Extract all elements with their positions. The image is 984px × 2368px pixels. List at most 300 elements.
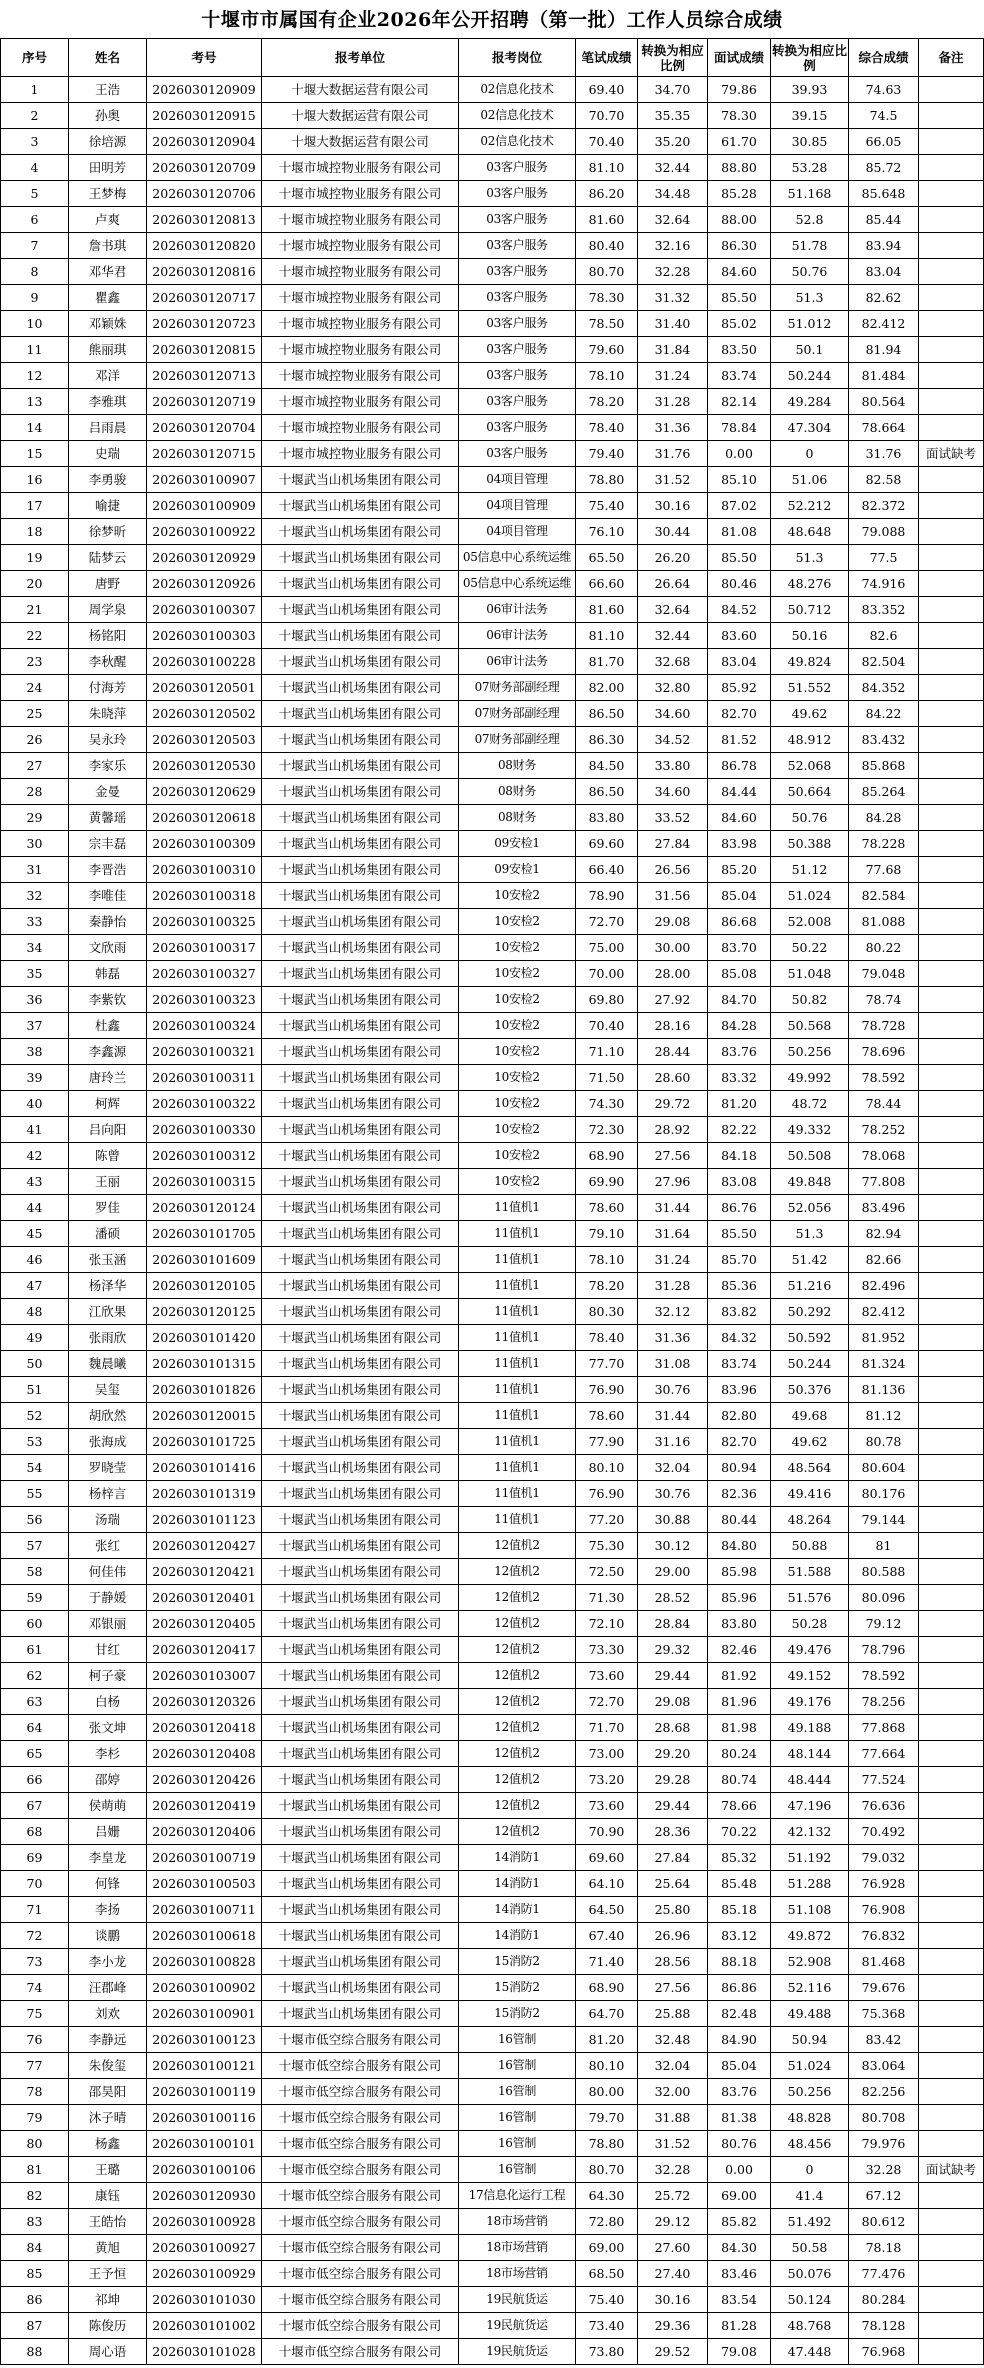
cell-exam-id: 2026030120406 — [147, 1819, 262, 1845]
cell-interview-score: 85.02 — [708, 311, 771, 337]
cell-total-score: 80.708 — [849, 2105, 919, 2131]
cell-unit: 十堰武当山机场集团有限公司 — [262, 1611, 459, 1637]
table-row — [1, 1585, 984, 1611]
cell-interview-score: 85.82 — [708, 2209, 771, 2235]
cell-interview-converted: 52.8 — [771, 207, 849, 233]
table-row — [1, 1325, 984, 1351]
cell-interview-score: 84.30 — [708, 2235, 771, 2261]
cell-unit: 十堰市低空综合服务有限公司 — [262, 2183, 459, 2209]
cell-written-converted: 28.16 — [638, 1013, 708, 1039]
cell-unit: 十堰市城控物业服务有限公司 — [262, 207, 459, 233]
cell-index: 82 — [1, 2183, 69, 2209]
cell-name: 唐玲兰 — [69, 1065, 147, 1091]
cell-interview-converted: 50.664 — [771, 779, 849, 805]
table-row — [1, 1169, 984, 1195]
table-body — [1, 77, 984, 2365]
cell-name: 何佳伟 — [69, 1559, 147, 1585]
cell-name: 白杨 — [69, 1689, 147, 1715]
cell-index: 29 — [1, 805, 69, 831]
table-row — [1, 545, 984, 571]
cell-name: 吴玺 — [69, 1377, 147, 1403]
cell-total-score: 84.22 — [849, 701, 919, 727]
cell-index: 6 — [1, 207, 69, 233]
cell-position: 11值机1 — [459, 1195, 576, 1221]
cell-index: 43 — [1, 1169, 69, 1195]
cell-written-converted: 31.28 — [638, 1273, 708, 1299]
cell-position: 10安检2 — [459, 909, 576, 935]
cell-name: 喻捷 — [69, 493, 147, 519]
cell-written-score: 86.50 — [576, 779, 638, 805]
cell-interview-score: 85.08 — [708, 961, 771, 987]
cell-position: 12值机2 — [459, 1689, 576, 1715]
cell-name: 柯辉 — [69, 1091, 147, 1117]
cell-position: 12值机2 — [459, 1585, 576, 1611]
cell-unit: 十堰武当山机场集团有限公司 — [262, 961, 459, 987]
cell-index: 32 — [1, 883, 69, 909]
cell-total-score: 81.94 — [849, 337, 919, 363]
cell-remarks — [919, 363, 984, 389]
table-row — [1, 1403, 984, 1429]
cell-written-converted: 32.00 — [638, 2079, 708, 2105]
cell-unit: 十堰武当山机场集团有限公司 — [262, 857, 459, 883]
cell-written-score: 68.90 — [576, 1143, 638, 1169]
cell-interview-converted: 50.16 — [771, 623, 849, 649]
cell-written-score: 71.10 — [576, 1039, 638, 1065]
cell-interview-score: 83.12 — [708, 1923, 771, 1949]
cell-name: 魏晨曦 — [69, 1351, 147, 1377]
cell-index: 1 — [1, 77, 69, 103]
cell-name: 祁坤 — [69, 2287, 147, 2313]
cell-written-converted: 32.48 — [638, 2027, 708, 2053]
cell-name: 李勇骏 — [69, 467, 147, 493]
cell-interview-converted: 50.256 — [771, 2079, 849, 2105]
cell-exam-id: 2026030100618 — [147, 1923, 262, 1949]
cell-name: 金曼 — [69, 779, 147, 805]
cell-index: 83 — [1, 2209, 69, 2235]
cell-exam-id: 2026030100909 — [147, 493, 262, 519]
cell-remarks — [919, 129, 984, 155]
cell-position: 03客户服务 — [459, 155, 576, 181]
cell-interview-converted: 42.132 — [771, 1819, 849, 1845]
cell-written-score: 78.30 — [576, 285, 638, 311]
cell-interview-converted: 49.992 — [771, 1065, 849, 1091]
cell-written-score: 76.90 — [576, 1481, 638, 1507]
cell-name: 何锋 — [69, 1871, 147, 1897]
cell-position: 08财务 — [459, 779, 576, 805]
cell-interview-converted: 51.06 — [771, 467, 849, 493]
cell-written-converted: 28.44 — [638, 1039, 708, 1065]
cell-written-score: 73.20 — [576, 1767, 638, 1793]
cell-name: 邓洋 — [69, 363, 147, 389]
cell-total-score: 75.368 — [849, 2001, 919, 2027]
cell-position: 12值机2 — [459, 1741, 576, 1767]
cell-written-converted: 30.76 — [638, 1481, 708, 1507]
cell-written-converted: 26.96 — [638, 1923, 708, 1949]
cell-exam-id: 2026030120408 — [147, 1741, 262, 1767]
cell-interview-converted: 48.768 — [771, 2313, 849, 2339]
cell-written-score: 68.90 — [576, 1975, 638, 2001]
header-exam-id: 考号 — [147, 39, 262, 77]
table-row — [1, 2235, 984, 2261]
cell-total-score: 78.256 — [849, 1689, 919, 1715]
cell-exam-id: 2026030100307 — [147, 597, 262, 623]
cell-interview-score: 85.28 — [708, 181, 771, 207]
cell-remarks — [919, 2079, 984, 2105]
cell-exam-id: 2026030120816 — [147, 259, 262, 285]
cell-unit: 十堰武当山机场集团有限公司 — [262, 1299, 459, 1325]
cell-written-score: 78.50 — [576, 311, 638, 337]
cell-written-converted: 32.04 — [638, 1455, 708, 1481]
cell-interview-score: 84.52 — [708, 597, 771, 623]
page-title: 十堰市市属国有企业2026年公开招聘（第一批）工作人员综合成绩 — [201, 9, 783, 31]
table-row — [1, 1845, 984, 1871]
cell-remarks — [919, 311, 984, 337]
cell-exam-id: 2026030100907 — [147, 467, 262, 493]
cell-name: 李紫钦 — [69, 987, 147, 1013]
cell-position: 07财务部副经理 — [459, 701, 576, 727]
cell-name: 唐野 — [69, 571, 147, 597]
cell-interview-converted: 39.93 — [771, 77, 849, 103]
cell-interview-score: 86.30 — [708, 233, 771, 259]
table-row — [1, 2183, 984, 2209]
table-row — [1, 1039, 984, 1065]
cell-interview-score: 85.36 — [708, 1273, 771, 1299]
cell-remarks — [919, 285, 984, 311]
cell-total-score: 77.524 — [849, 1767, 919, 1793]
cell-exam-id: 2026030120427 — [147, 1533, 262, 1559]
cell-total-score: 31.76 — [849, 441, 919, 467]
cell-written-converted: 35.35 — [638, 103, 708, 129]
table-row — [1, 1975, 984, 2001]
cell-unit: 十堰市城控物业服务有限公司 — [262, 441, 459, 467]
cell-name: 侯萌萌 — [69, 1793, 147, 1819]
cell-written-score: 69.80 — [576, 987, 638, 1013]
cell-position: 15消防2 — [459, 2001, 576, 2027]
cell-written-score: 81.70 — [576, 649, 638, 675]
table-row — [1, 2339, 984, 2365]
cell-written-converted: 28.68 — [638, 1715, 708, 1741]
cell-index: 42 — [1, 1143, 69, 1169]
cell-written-score: 73.60 — [576, 1663, 638, 1689]
cell-exam-id: 2026030120105 — [147, 1273, 262, 1299]
header-unit: 报考单位 — [262, 39, 459, 77]
cell-interview-score: 82.46 — [708, 1637, 771, 1663]
cell-written-score: 72.10 — [576, 1611, 638, 1637]
cell-name: 田明芳 — [69, 155, 147, 181]
cell-interview-score: 85.50 — [708, 285, 771, 311]
cell-name: 汤瑞 — [69, 1507, 147, 1533]
cell-exam-id: 2026030120401 — [147, 1585, 262, 1611]
cell-written-score: 71.70 — [576, 1715, 638, 1741]
cell-written-score: 79.60 — [576, 337, 638, 363]
cell-interview-converted: 50.076 — [771, 2261, 849, 2287]
cell-position: 11值机1 — [459, 1507, 576, 1533]
cell-index: 4 — [1, 155, 69, 181]
cell-remarks — [919, 753, 984, 779]
cell-name: 胡欣然 — [69, 1403, 147, 1429]
table-row — [1, 1377, 984, 1403]
cell-unit: 十堰武当山机场集团有限公司 — [262, 1351, 459, 1377]
cell-name: 陈俊历 — [69, 2313, 147, 2339]
cell-unit: 十堰武当山机场集团有限公司 — [262, 1845, 459, 1871]
cell-unit: 十堰武当山机场集团有限公司 — [262, 1923, 459, 1949]
cell-written-score: 86.50 — [576, 701, 638, 727]
cell-exam-id: 2026030120904 — [147, 129, 262, 155]
cell-index: 22 — [1, 623, 69, 649]
cell-interview-converted: 51.024 — [771, 883, 849, 909]
cell-remarks — [919, 233, 984, 259]
table-row — [1, 2053, 984, 2079]
cell-total-score: 82.66 — [849, 1247, 919, 1273]
cell-interview-converted: 51.288 — [771, 1871, 849, 1897]
cell-index: 51 — [1, 1377, 69, 1403]
cell-written-score: 78.40 — [576, 415, 638, 441]
cell-position: 14消防1 — [459, 1845, 576, 1871]
cell-position: 02信息化技术 — [459, 77, 576, 103]
table-row — [1, 363, 984, 389]
table-row — [1, 207, 984, 233]
cell-total-score: 79.676 — [849, 1975, 919, 2001]
table-row — [1, 1923, 984, 1949]
cell-interview-score: 85.04 — [708, 883, 771, 909]
cell-unit: 十堰市城控物业服务有限公司 — [262, 285, 459, 311]
cell-position: 12值机2 — [459, 1559, 576, 1585]
cell-written-score: 73.00 — [576, 1741, 638, 1767]
cell-interview-score: 82.80 — [708, 1403, 771, 1429]
cell-interview-score: 88.00 — [708, 207, 771, 233]
cell-exam-id: 2026030101030 — [147, 2287, 262, 2313]
cell-remarks — [919, 1923, 984, 1949]
cell-position: 09安检1 — [459, 857, 576, 883]
cell-exam-id: 2026030120125 — [147, 1299, 262, 1325]
cell-remarks — [919, 1091, 984, 1117]
table-row — [1, 389, 984, 415]
cell-total-score: 79.12 — [849, 1611, 919, 1637]
cell-index: 73 — [1, 1949, 69, 1975]
cell-name: 陈曾 — [69, 1143, 147, 1169]
cell-position: 12值机2 — [459, 1611, 576, 1637]
cell-unit: 十堰武当山机场集团有限公司 — [262, 1455, 459, 1481]
cell-position: 10安检2 — [459, 1065, 576, 1091]
table-row — [1, 259, 984, 285]
cell-index: 21 — [1, 597, 69, 623]
cell-written-score: 77.90 — [576, 1429, 638, 1455]
cell-interview-score: 88.18 — [708, 1949, 771, 1975]
cell-interview-converted: 47.196 — [771, 1793, 849, 1819]
header-interview-converted: 转换为相应比例 — [771, 39, 849, 77]
cell-written-converted: 32.04 — [638, 2053, 708, 2079]
cell-written-converted: 28.36 — [638, 1819, 708, 1845]
cell-total-score: 77.808 — [849, 1169, 919, 1195]
cell-total-score: 81.088 — [849, 909, 919, 935]
cell-interview-converted: 50.1 — [771, 337, 849, 363]
cell-position: 03客户服务 — [459, 233, 576, 259]
table-row — [1, 1481, 984, 1507]
cell-name: 杨铭阳 — [69, 623, 147, 649]
cell-position: 16管制 — [459, 2027, 576, 2053]
cell-interview-converted: 50.712 — [771, 597, 849, 623]
cell-interview-converted: 50.28 — [771, 1611, 849, 1637]
cell-written-score: 78.90 — [576, 883, 638, 909]
cell-index: 48 — [1, 1299, 69, 1325]
cell-total-score: 81.12 — [849, 1403, 919, 1429]
cell-index: 18 — [1, 519, 69, 545]
cell-exam-id: 2026030100315 — [147, 1169, 262, 1195]
cell-written-converted: 29.08 — [638, 1689, 708, 1715]
cell-remarks — [919, 805, 984, 831]
cell-index: 16 — [1, 467, 69, 493]
cell-written-converted: 29.36 — [638, 2313, 708, 2339]
cell-exam-id: 2026030101725 — [147, 1429, 262, 1455]
cell-written-score: 71.30 — [576, 1585, 638, 1611]
table-row — [1, 1117, 984, 1143]
cell-written-score: 76.10 — [576, 519, 638, 545]
cell-written-converted: 28.52 — [638, 1585, 708, 1611]
cell-interview-score: 69.00 — [708, 2183, 771, 2209]
cell-interview-score: 83.76 — [708, 2079, 771, 2105]
cell-interview-score: 78.84 — [708, 415, 771, 441]
cell-exam-id: 2026030100901 — [147, 2001, 262, 2027]
cell-position: 11值机1 — [459, 1299, 576, 1325]
table-row — [1, 1767, 984, 1793]
cell-interview-converted: 50.568 — [771, 1013, 849, 1039]
cell-remarks — [919, 779, 984, 805]
cell-interview-converted: 52.908 — [771, 1949, 849, 1975]
table-row — [1, 2157, 984, 2183]
cell-position: 18市场营销 — [459, 2235, 576, 2261]
cell-unit: 十堰武当山机场集团有限公司 — [262, 779, 459, 805]
cell-position: 10安检2 — [459, 1013, 576, 1039]
cell-position: 16管制 — [459, 2131, 576, 2157]
cell-written-converted: 34.48 — [638, 181, 708, 207]
cell-written-score: 80.10 — [576, 1455, 638, 1481]
cell-exam-id: 2026030120417 — [147, 1637, 262, 1663]
cell-remarks — [919, 2105, 984, 2131]
cell-remarks — [919, 675, 984, 701]
cell-remarks — [919, 2027, 984, 2053]
cell-name: 詹书琪 — [69, 233, 147, 259]
cell-exam-id: 2026030101420 — [147, 1325, 262, 1351]
cell-total-score: 82.584 — [849, 883, 919, 909]
cell-remarks — [919, 2183, 984, 2209]
cell-remarks — [919, 1871, 984, 1897]
cell-unit: 十堰武当山机场集团有限公司 — [262, 1247, 459, 1273]
cell-unit: 十堰市低空综合服务有限公司 — [262, 2131, 459, 2157]
table-row — [1, 1065, 984, 1091]
cell-interview-score: 83.82 — [708, 1299, 771, 1325]
cell-exam-id: 2026030120704 — [147, 415, 262, 441]
cell-position: 10安检2 — [459, 1117, 576, 1143]
cell-position: 11值机1 — [459, 1377, 576, 1403]
cell-name: 史瑞 — [69, 441, 147, 467]
cell-exam-id: 2026030120015 — [147, 1403, 262, 1429]
cell-index: 78 — [1, 2079, 69, 2105]
cell-exam-id: 2026030120717 — [147, 285, 262, 311]
cell-written-converted: 31.24 — [638, 363, 708, 389]
cell-written-score: 80.70 — [576, 259, 638, 285]
cell-written-converted: 30.76 — [638, 1377, 708, 1403]
cell-total-score: 83.04 — [849, 259, 919, 285]
cell-index: 57 — [1, 1533, 69, 1559]
cell-index: 77 — [1, 2053, 69, 2079]
cell-written-converted: 34.52 — [638, 727, 708, 753]
cell-exam-id: 2026030100324 — [147, 1013, 262, 1039]
cell-total-score: 67.12 — [849, 2183, 919, 2209]
cell-unit: 十堰市低空综合服务有限公司 — [262, 2209, 459, 2235]
cell-position: 12值机2 — [459, 1663, 576, 1689]
cell-position: 06审计法务 — [459, 623, 576, 649]
cell-interview-score: 0.00 — [708, 2157, 771, 2183]
cell-unit: 十堰大数据运营有限公司 — [262, 129, 459, 155]
cell-total-score: 78.796 — [849, 1637, 919, 1663]
cell-interview-converted: 49.848 — [771, 1169, 849, 1195]
cell-exam-id: 2026030101319 — [147, 1481, 262, 1507]
cell-total-score: 70.492 — [849, 1819, 919, 1845]
cell-unit: 十堰武当山机场集团有限公司 — [262, 2001, 459, 2027]
cell-name: 周心语 — [69, 2339, 147, 2365]
cell-written-converted: 31.44 — [638, 1403, 708, 1429]
header-remarks: 备注 — [919, 39, 984, 77]
cell-name: 谈鹏 — [69, 1923, 147, 1949]
cell-position: 14消防1 — [459, 1897, 576, 1923]
cell-written-converted: 31.32 — [638, 285, 708, 311]
cell-name: 朱俊玺 — [69, 2053, 147, 2079]
cell-remarks — [919, 1351, 984, 1377]
cell-written-converted: 32.28 — [638, 2157, 708, 2183]
cell-exam-id: 2026030120501 — [147, 675, 262, 701]
cell-unit: 十堰武当山机场集团有限公司 — [262, 675, 459, 701]
cell-interview-score: 88.80 — [708, 155, 771, 181]
cell-name: 王予恒 — [69, 2261, 147, 2287]
cell-name: 李雅琪 — [69, 389, 147, 415]
cell-interview-converted: 50.124 — [771, 2287, 849, 2313]
cell-total-score: 77.868 — [849, 1715, 919, 1741]
cell-written-score: 80.70 — [576, 2157, 638, 2183]
cell-position: 10安检2 — [459, 1091, 576, 1117]
cell-unit: 十堰武当山机场集团有限公司 — [262, 1819, 459, 1845]
cell-interview-converted: 47.448 — [771, 2339, 849, 2365]
cell-written-converted: 27.56 — [638, 1143, 708, 1169]
cell-name: 杜鑫 — [69, 1013, 147, 1039]
cell-exam-id: 2026030101123 — [147, 1507, 262, 1533]
cell-remarks — [919, 389, 984, 415]
cell-index: 45 — [1, 1221, 69, 1247]
table-row — [1, 129, 984, 155]
cell-written-score: 69.60 — [576, 831, 638, 857]
cell-interview-converted: 51.3 — [771, 1221, 849, 1247]
cell-total-score: 81.468 — [849, 1949, 919, 1975]
cell-interview-converted: 51.552 — [771, 675, 849, 701]
cell-interview-converted: 50.94 — [771, 2027, 849, 2053]
cell-total-score: 78.228 — [849, 831, 919, 857]
cell-interview-score: 78.66 — [708, 1793, 771, 1819]
cell-unit: 十堰武当山机场集团有限公司 — [262, 1065, 459, 1091]
cell-position: 18市场营销 — [459, 2261, 576, 2287]
cell-index: 23 — [1, 649, 69, 675]
cell-interview-score: 82.22 — [708, 1117, 771, 1143]
cell-unit: 十堰市低空综合服务有限公司 — [262, 2157, 459, 2183]
cell-total-score: 82.504 — [849, 649, 919, 675]
cell-interview-score: 83.50 — [708, 337, 771, 363]
cell-written-score: 81.20 — [576, 2027, 638, 2053]
cell-unit: 十堰武当山机场集团有限公司 — [262, 467, 459, 493]
cell-written-score: 64.30 — [576, 2183, 638, 2209]
cell-written-score: 69.90 — [576, 1169, 638, 1195]
cell-total-score: 80.564 — [849, 389, 919, 415]
cell-index: 79 — [1, 2105, 69, 2131]
cell-total-score: 76.968 — [849, 2339, 919, 2365]
cell-interview-converted: 50.376 — [771, 1377, 849, 1403]
